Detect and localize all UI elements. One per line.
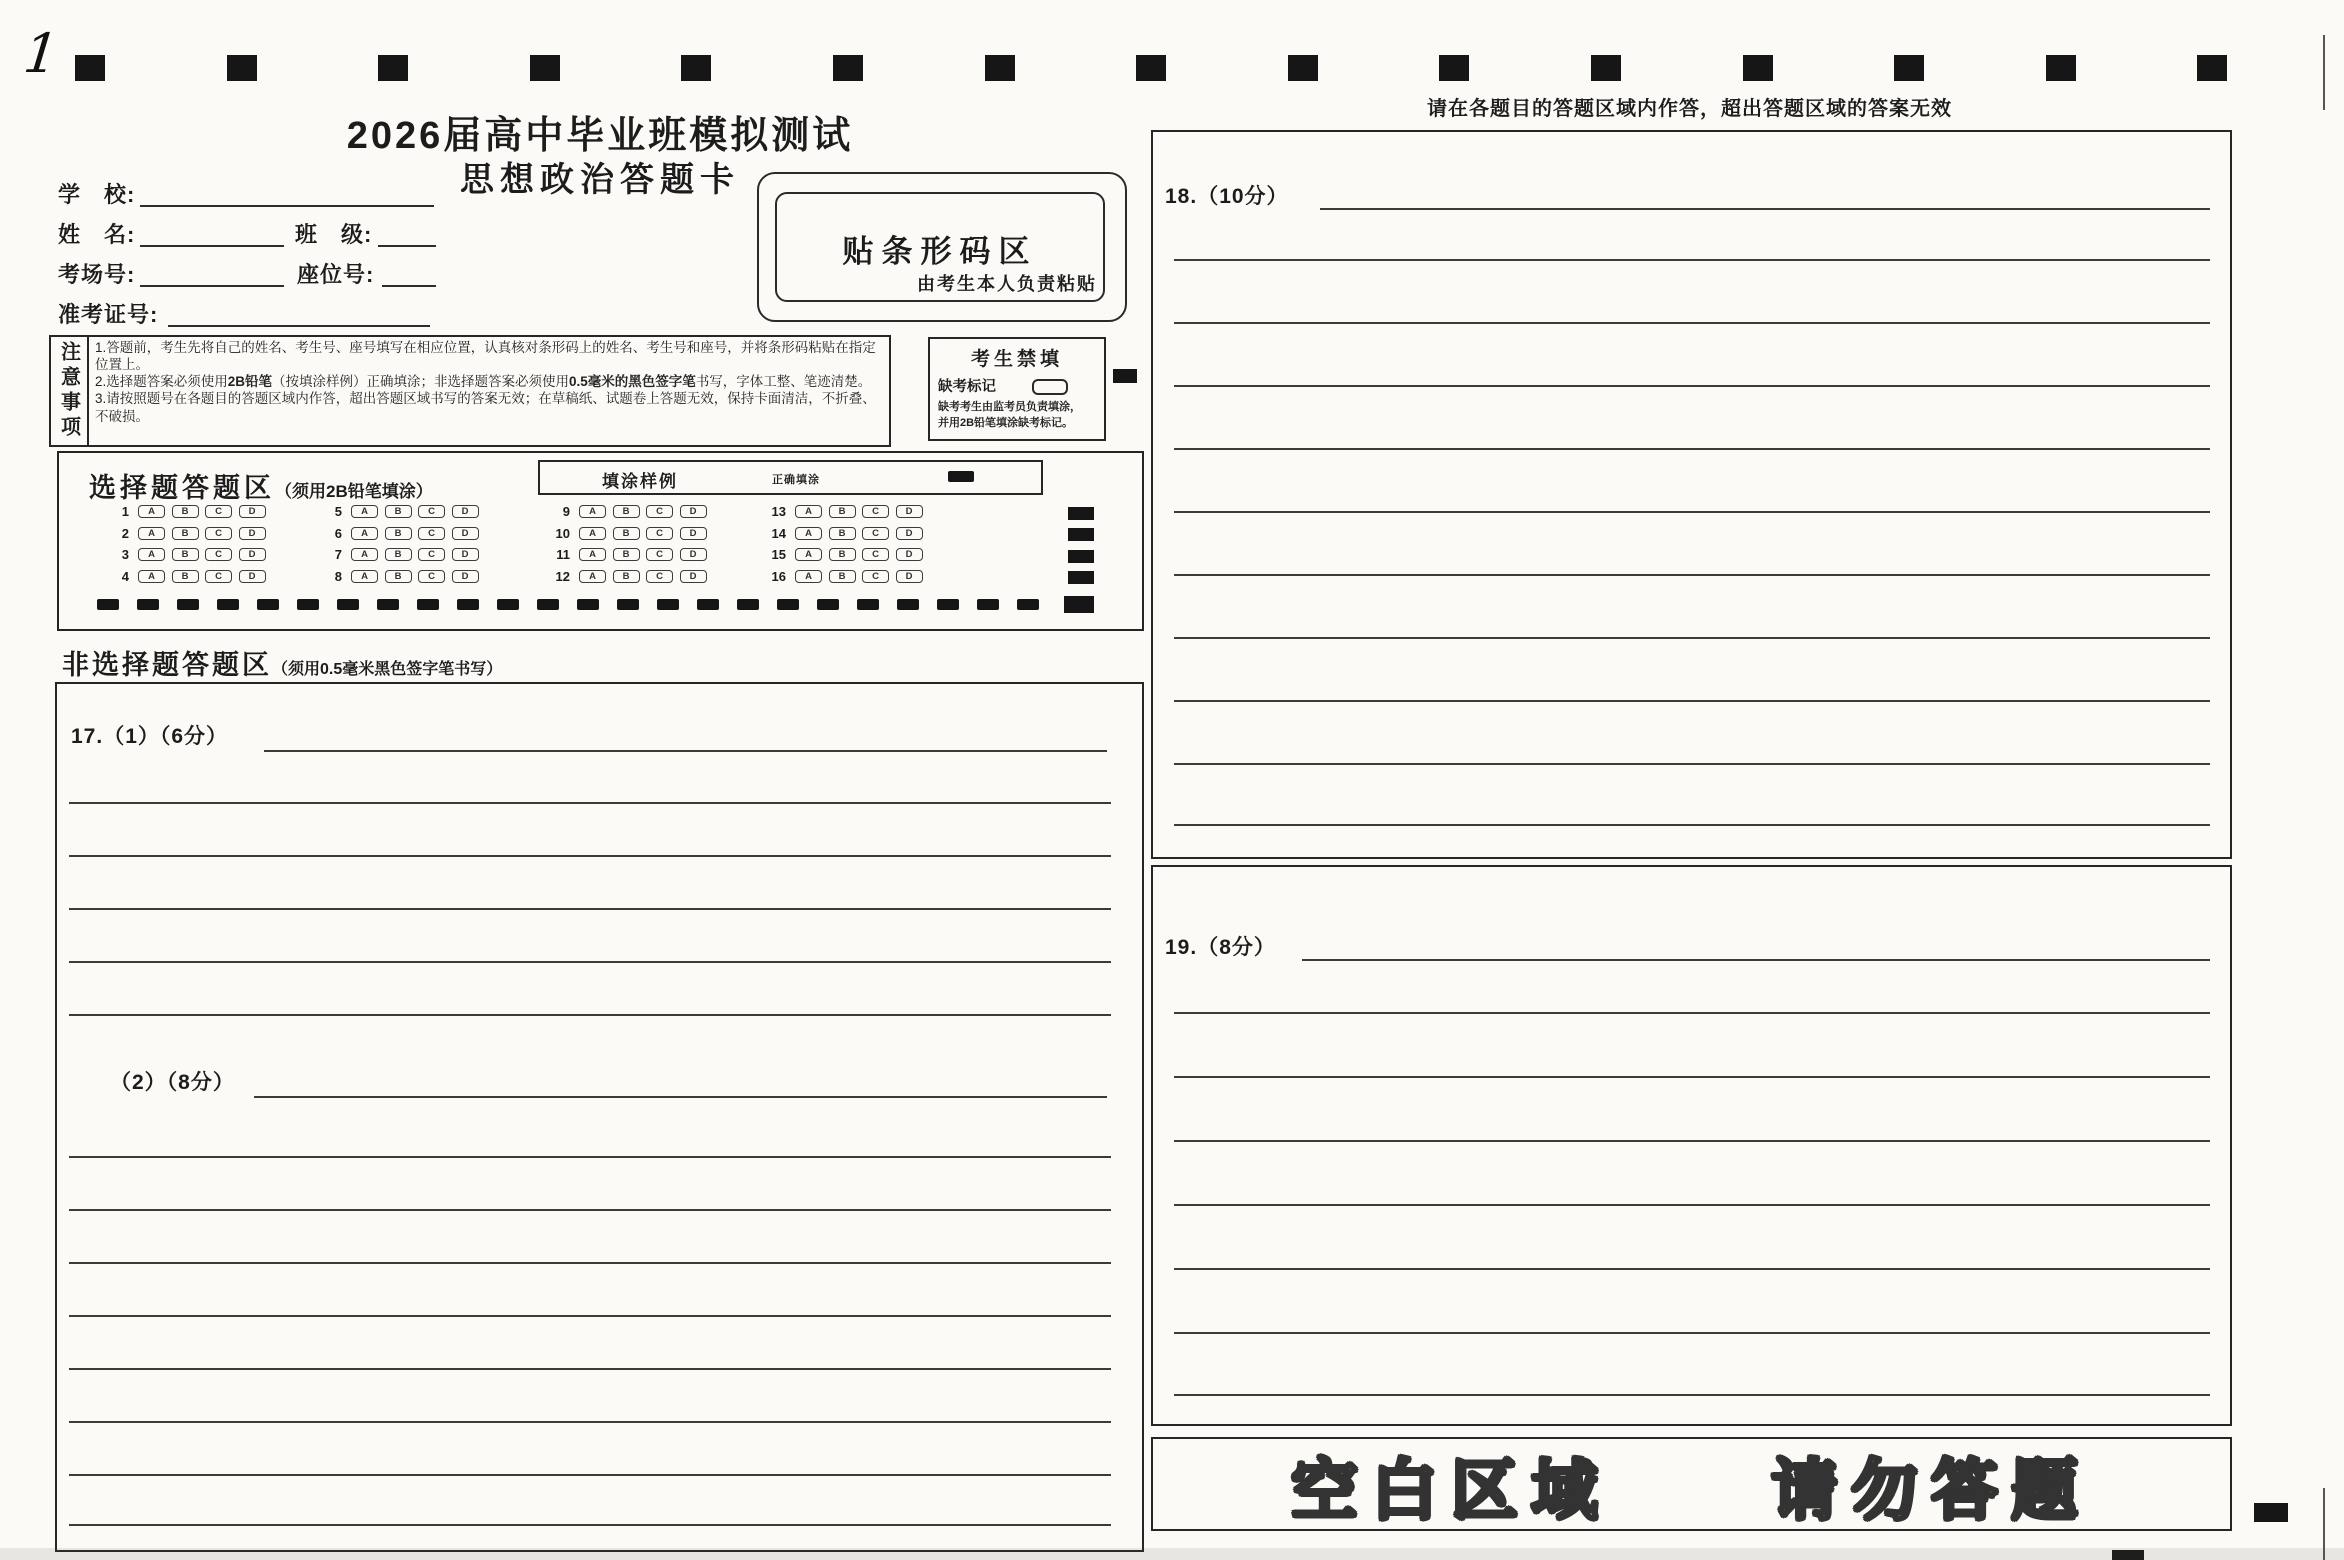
bubble-column — [762, 501, 929, 587]
timing-dash — [537, 599, 559, 610]
question-number-15: 15 — [771, 547, 786, 563]
exam-room-input-line[interactable] — [140, 285, 284, 287]
bubble-q3-C[interactable]: C — [205, 548, 232, 561]
answer-line[interactable] — [1174, 511, 2210, 513]
answer-line[interactable] — [1174, 385, 2210, 387]
timing-mark — [1288, 55, 1318, 81]
bubble-q3-D[interactable]: D — [239, 548, 266, 561]
answer-line[interactable] — [1174, 1140, 2210, 1142]
timing-mark — [1068, 528, 1094, 541]
answer-line[interactable] — [254, 1096, 1107, 1098]
exam-room-label: 考场号: — [58, 262, 136, 287]
subjective-area-title: 非选择题答题区（须用0.5毫米黑色签字笔书写） — [62, 650, 503, 680]
answer-line[interactable] — [264, 750, 1107, 752]
absent-mark-bubble[interactable] — [1032, 379, 1068, 395]
timing-dash — [457, 599, 479, 610]
correct-fill-sample-mark — [948, 471, 974, 482]
q17-part1-label: 17.（1）（6分） — [71, 725, 229, 748]
school-label: 学 校: — [58, 182, 136, 207]
bubble-q14-D[interactable]: D — [896, 527, 923, 540]
blank-area-text: 空白区域 请勿答题 — [1291, 1452, 2092, 1527]
timing-mark — [833, 55, 863, 81]
answer-line[interactable] — [1174, 1012, 2210, 1014]
timing-dash — [737, 599, 759, 610]
question-number-6: 6 — [334, 525, 342, 541]
examinee-forbidden-title: 考生禁填 — [970, 349, 1063, 370]
question-number-13: 13 — [771, 504, 786, 520]
question-number-1: 1 — [121, 504, 129, 520]
answer-line[interactable] — [1174, 763, 2210, 765]
fill-sample-box — [538, 460, 1043, 495]
bubble-q4-C[interactable]: C — [205, 570, 232, 583]
q19-answer-region[interactable] — [1151, 865, 2232, 1426]
fill-sample-title: 填涂样例 — [602, 472, 678, 491]
bubble-q16-C[interactable]: C — [862, 570, 889, 583]
bubble-q8-B[interactable]: B — [385, 570, 412, 583]
answer-line[interactable] — [69, 1209, 1111, 1211]
timing-mark — [1439, 55, 1469, 81]
timing-dash — [417, 599, 439, 610]
examinee-forbidden-box — [928, 337, 1106, 441]
bubble-q4-B[interactable]: B — [172, 570, 199, 583]
answer-line[interactable] — [1174, 824, 2210, 826]
bubble-q12-C[interactable]: C — [646, 570, 673, 583]
bubble-q16-D[interactable]: D — [896, 570, 923, 583]
question-number-14: 14 — [771, 525, 786, 541]
question-number-11: 11 — [556, 547, 570, 563]
bubble-q12-A[interactable]: A — [579, 570, 606, 583]
bubble-q13-D[interactable]: D — [896, 505, 923, 518]
notice-box — [49, 335, 891, 447]
blank-area-box — [1151, 1437, 2232, 1531]
bubble-q9-D[interactable]: D — [680, 505, 707, 518]
exam-title: 2026届高中毕业班模拟测试 — [346, 115, 854, 157]
bubble-q5-B[interactable]: B — [385, 505, 412, 518]
q18-answer-region[interactable] — [1151, 130, 2232, 859]
timing-mark — [2197, 55, 2227, 81]
timing-dash — [657, 599, 679, 610]
question-row-8 — [318, 566, 485, 588]
question-number-4: 4 — [121, 568, 129, 584]
answer-line[interactable] — [69, 1262, 1111, 1264]
bubble-q13-B[interactable]: B — [829, 505, 856, 518]
question-number-2: 2 — [121, 525, 129, 541]
timing-dash — [977, 599, 999, 610]
answer-line[interactable] — [69, 1014, 1111, 1016]
timing-mark — [530, 55, 560, 81]
name-label: 姓 名: — [58, 222, 136, 247]
answer-line[interactable] — [1174, 1076, 2210, 1078]
q19-label: 19.（8分） — [1165, 936, 1276, 959]
answer-line[interactable] — [1174, 1332, 2210, 1334]
seat-input-line[interactable] — [382, 285, 436, 287]
answer-line[interactable] — [69, 1315, 1111, 1317]
answer-line[interactable] — [69, 1368, 1111, 1370]
bubble-q10-D[interactable]: D — [680, 527, 707, 540]
bubble-q12-D[interactable]: D — [680, 570, 707, 583]
question-row-14 — [762, 523, 929, 545]
timing-mark — [1064, 596, 1094, 613]
timing-dash — [297, 599, 319, 610]
bubble-q6-A[interactable]: A — [351, 527, 378, 540]
timing-mark — [1113, 369, 1137, 383]
question-row-11 — [546, 544, 713, 566]
bubble-q11-C[interactable]: C — [646, 548, 673, 561]
bubble-q5-D[interactable]: D — [452, 505, 479, 518]
notice-title-strip — [51, 337, 89, 445]
timing-mark — [1068, 550, 1094, 563]
timing-mark — [1894, 55, 1924, 81]
bubble-q13-A[interactable]: A — [795, 505, 822, 518]
question-row-2 — [105, 523, 272, 545]
page-number: 1 — [20, 22, 62, 85]
bubble-q14-B[interactable]: B — [829, 527, 856, 540]
barcode-area[interactable] — [757, 172, 1127, 322]
bubble-q7-C[interactable]: C — [418, 548, 445, 561]
timing-dash — [177, 599, 199, 610]
timing-mark — [1136, 55, 1166, 81]
answer-line[interactable] — [69, 1156, 1111, 1158]
right-column-instruction: 请在各题目的答题区域内作答，超出答题区域的答案无效 — [1427, 98, 1952, 120]
bubble-q2-D[interactable]: D — [239, 527, 266, 540]
bubble-q10-B[interactable]: B — [613, 527, 640, 540]
question-row-5 — [318, 501, 485, 523]
bubble-q4-D[interactable]: D — [239, 570, 266, 583]
bubble-q10-A[interactable]: A — [579, 527, 606, 540]
page-edge-line — [2323, 35, 2325, 110]
admission-ticket-input-line[interactable] — [168, 325, 430, 327]
question-row-4 — [105, 566, 272, 588]
question-row-16 — [762, 566, 929, 588]
bubble-q15-B[interactable]: B — [829, 548, 856, 561]
timing-dash — [777, 599, 799, 610]
bubble-q8-A[interactable]: A — [351, 570, 378, 583]
notice-item-1: 1.答题前，考生先将自己的姓名、考生号、座号填写在相应位置，认真核对条形码上的姓名、考生号和座号，并将条形码粘贴在指定位置上。 — [95, 340, 876, 373]
timing-mark — [378, 55, 408, 81]
answer-line[interactable] — [1174, 1394, 2210, 1396]
absent-mark-label: 缺考标记 — [938, 379, 996, 395]
q17-answer-region[interactable] — [55, 682, 1144, 1552]
timing-mark — [1068, 507, 1094, 520]
timing-dash — [337, 599, 359, 610]
answer-line[interactable] — [1174, 322, 2210, 324]
question-number-10: 10 — [555, 525, 570, 541]
timing-mark — [1743, 55, 1773, 81]
bubble-q6-C[interactable]: C — [418, 527, 445, 540]
bubble-q16-B[interactable]: B — [829, 570, 856, 583]
bubble-q15-D[interactable]: D — [896, 548, 923, 561]
barcode-area-note: 由考生本人负责粘贴 — [917, 274, 1097, 294]
admission-ticket-label: 准考证号: — [58, 302, 159, 327]
bubble-q1-B[interactable]: B — [172, 505, 199, 518]
answer-line[interactable] — [1320, 208, 2210, 210]
seat-label: 座位号: — [297, 262, 375, 287]
bubble-q1-D[interactable]: D — [239, 505, 266, 518]
timing-dash — [217, 599, 239, 610]
bubble-q2-C[interactable]: C — [205, 527, 232, 540]
answer-line[interactable] — [1302, 959, 2210, 961]
answer-line[interactable] — [69, 961, 1111, 963]
question-row-1 — [105, 501, 272, 523]
answer-line[interactable] — [1174, 259, 2210, 261]
name-input-line[interactable] — [140, 245, 284, 247]
answer-line[interactable] — [69, 1524, 1111, 1526]
barcode-area-title: 贴条形码区 — [842, 234, 1038, 269]
bubble-q15-A[interactable]: A — [795, 548, 822, 561]
answer-line[interactable] — [1174, 574, 2210, 576]
bubble-q2-A[interactable]: A — [138, 527, 165, 540]
timing-mark — [2046, 55, 2076, 81]
correct-fill-label: 正确填涂 — [772, 474, 820, 486]
bubble-q1-C[interactable]: C — [205, 505, 232, 518]
timing-mark — [75, 55, 105, 81]
answer-line[interactable] — [1174, 448, 2210, 450]
timing-dash — [257, 599, 279, 610]
bubble-q3-A[interactable]: A — [138, 548, 165, 561]
bubble-q16-A[interactable]: A — [795, 570, 822, 583]
bubble-column — [318, 501, 485, 587]
scan-bottom-shadow — [0, 1548, 2344, 1560]
timing-dash — [857, 599, 879, 610]
bubble-q2-B[interactable]: B — [172, 527, 199, 540]
bubble-q7-A[interactable]: A — [351, 548, 378, 561]
bubble-q6-B[interactable]: B — [385, 527, 412, 540]
bubble-q5-C[interactable]: C — [418, 505, 445, 518]
timing-mark — [2254, 1503, 2288, 1522]
question-row-12 — [546, 566, 713, 588]
question-number-3: 3 — [121, 547, 129, 563]
question-row-7 — [318, 544, 485, 566]
question-number-16: 16 — [771, 568, 786, 584]
timing-dash — [497, 599, 519, 610]
timing-mark — [985, 55, 1015, 81]
class-input-line[interactable] — [378, 245, 436, 247]
bubble-q10-C[interactable]: C — [646, 527, 673, 540]
timing-dash — [897, 599, 919, 610]
bubble-q1-A[interactable]: A — [138, 505, 165, 518]
bubble-column — [105, 501, 272, 587]
q18-label: 18.（10分） — [1165, 185, 1289, 208]
bubble-q6-D[interactable]: D — [452, 527, 479, 540]
timing-dash — [937, 599, 959, 610]
bubble-q13-C[interactable]: C — [862, 505, 889, 518]
answer-line[interactable] — [69, 908, 1111, 910]
bubble-q9-A[interactable]: A — [579, 505, 606, 518]
school-input-line[interactable] — [140, 205, 434, 207]
bubble-q9-C[interactable]: C — [646, 505, 673, 518]
notice-item-2: 2.选择题答案必须使用2B铅笔（按填涂样例）正确填涂；非选择题答案必须使用0.5毫米的黑色签字笔书写，字体工整、笔迹清楚。 — [95, 374, 872, 390]
timing-dash — [377, 599, 399, 610]
question-row-15 — [762, 544, 929, 566]
class-label: 班 级: — [295, 222, 373, 247]
timing-mark — [1591, 55, 1621, 81]
timing-dash — [137, 599, 159, 610]
question-row-10 — [546, 523, 713, 545]
bubble-q15-C[interactable]: C — [862, 548, 889, 561]
bubble-q8-C[interactable]: C — [418, 570, 445, 583]
timing-dash — [697, 599, 719, 610]
question-row-13 — [762, 501, 929, 523]
bubble-q5-A[interactable]: A — [351, 505, 378, 518]
answer-line[interactable] — [1174, 1204, 2210, 1206]
bubble-q14-C[interactable]: C — [862, 527, 889, 540]
sheet-title: 思想政治答题卡 — [460, 161, 740, 199]
answer-line[interactable] — [69, 855, 1111, 857]
answer-line[interactable] — [1174, 700, 2210, 702]
timing-dash — [97, 599, 119, 610]
timing-dash — [577, 599, 599, 610]
bubble-q8-D[interactable]: D — [452, 570, 479, 583]
bubble-q11-B[interactable]: B — [613, 548, 640, 561]
choice-answer-area — [57, 451, 1144, 631]
timing-mark — [681, 55, 711, 81]
notice-item-3: 3.请按照题号在各题目的答题区域内作答，超出答题区域书写的答案无效；在草稿纸、试题卷上答题无效，保持卡面清洁，不折叠、不破损。 — [95, 391, 876, 424]
question-row-9 — [546, 501, 713, 523]
answer-line[interactable] — [69, 1421, 1111, 1423]
bubble-q7-D[interactable]: D — [452, 548, 479, 561]
answer-line[interactable] — [1174, 637, 2210, 639]
question-number-9: 9 — [562, 504, 570, 520]
question-number-5: 5 — [334, 504, 342, 520]
choice-area-title: 选择题答题区（须用2B铅笔填涂） — [89, 473, 433, 503]
bubble-q12-B[interactable]: B — [613, 570, 640, 583]
answer-line[interactable] — [69, 1474, 1111, 1476]
question-number-8: 8 — [334, 568, 342, 584]
timing-dash — [617, 599, 639, 610]
notice-items — [95, 339, 883, 425]
question-number-12: 12 — [555, 568, 570, 584]
timing-mark — [1068, 571, 1094, 584]
bubble-q11-A[interactable]: A — [579, 548, 606, 561]
q17-part2-label: （2）（8分） — [110, 1071, 235, 1094]
bubble-q7-B[interactable]: B — [385, 548, 412, 561]
timing-dash — [817, 599, 839, 610]
bubble-column — [546, 501, 713, 587]
question-row-3 — [105, 544, 272, 566]
bubble-q3-B[interactable]: B — [172, 548, 199, 561]
question-row-6 — [318, 523, 485, 545]
question-number-7: 7 — [334, 547, 342, 563]
bubble-q4-A[interactable]: A — [138, 570, 165, 583]
barcode-inner-frame — [775, 192, 1105, 302]
absent-mark-note: 缺考考生由监考员负责填涂， 并用2B铅笔填涂缺考标记。 — [938, 401, 1081, 429]
bubble-q9-B[interactable]: B — [613, 505, 640, 518]
bubble-q11-D[interactable]: D — [680, 548, 707, 561]
timing-mark — [227, 55, 257, 81]
answer-line[interactable] — [1174, 1268, 2210, 1270]
timing-dash — [1017, 599, 1039, 610]
notice-title: 注意事项 — [57, 341, 80, 441]
bubble-q14-A[interactable]: A — [795, 527, 822, 540]
answer-line[interactable] — [69, 802, 1111, 804]
